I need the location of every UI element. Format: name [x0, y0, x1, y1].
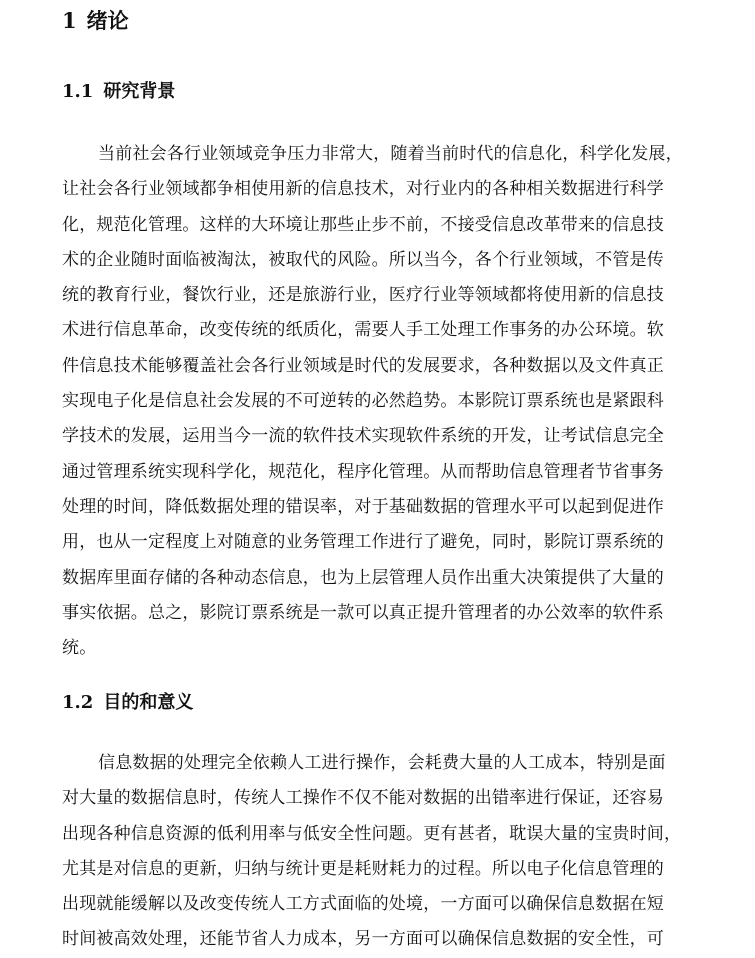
text-line: 尤其是对信息的更新，归纳与统计更是耗财耗力的过程。所以电子化信息管理的	[62, 858, 664, 879]
section-heading-research-background	[62, 78, 175, 106]
text-line: 出现各种信息资源的低利用率与低安全性问题。更有甚者，耽误大量的宝贵时间，	[62, 823, 682, 844]
section-number: 1.2	[62, 692, 94, 713]
text-line: 出现就能缓解以及改变传统人工方式面临的处境，一方面可以确保信息数据在短	[62, 894, 664, 915]
text-line: 信息数据的处理完全依赖人工进行操作，会耗费大量的人工成本，特别是面	[98, 753, 666, 773]
text-line: 统的教育行业，餐饮行业，还是旅游行业，医疗行业等领域都将使用新的信息技	[62, 285, 664, 306]
section-title: 目的和意义	[103, 692, 194, 713]
text-line: 件信息技术能够覆盖社会各行业领域是时代的发展要求，各种数据以及文件真正	[62, 355, 664, 376]
text-line: 让社会各行业领域都争相使用新的信息技术，对行业内的各种相关数据进行科学	[62, 179, 664, 200]
text-line: 事实依据。总之，影院订票系统是一款可以真正提升管理者的办公效率的软件系	[62, 602, 664, 623]
chapter-heading	[62, 6, 129, 36]
text-line: 化，规范化管理。这样的大环境让那些止步不前，不接受信息改革带来的信息技	[62, 214, 664, 235]
section-heading-purpose-significance	[62, 689, 193, 717]
text-line: 学技术的发展，运用当今一流的软件技术实现软件系统的开发，让考试信息完全	[62, 426, 664, 447]
text-line: 实现电子化是信息社会发展的不可逆转的必然趋势。本影院订票系统也是紧跟科	[62, 391, 664, 412]
text-line: 数据库里面存储的各种动态信息，也为上层管理人员作出重大决策提供了大量的	[62, 567, 664, 588]
text-line: 术进行信息革命，改变传统的纸质化，需要人手工处理工作事务的办公环境。软	[62, 320, 664, 341]
text-line: 用，也从一定程度上对随意的业务管理工作进行了避免，同时，影院订票系统的	[62, 532, 664, 553]
text-line: 术的企业随时面临被淘汰，被取代的风险。所以当今，各个行业领域，不管是传	[62, 249, 664, 270]
text-line: 当前社会各行业领域竞争压力非常大，随着当前时代的信息化，科学化发展，	[98, 144, 683, 164]
text-line: 通过管理系统实现科学化，规范化，程序化管理。从而帮助信息管理者节省事务	[62, 461, 664, 482]
chapter-title: 绪论	[86, 8, 129, 33]
text-line: 对大量的数据信息时，传统人工操作不仅不能对数据的出错率进行保证，还容易	[62, 788, 664, 809]
text-line: 时间被高效处理，还能节省人力成本，另一方面可以确保信息数据的安全性，可	[62, 929, 664, 950]
section-title: 研究背景	[103, 81, 176, 102]
paragraph-purpose-significance	[62, 746, 684, 958]
text-line: 统。	[62, 638, 97, 659]
text-line: 处理的时间，降低数据处理的错误率，对于基础数据的管理水平可以起到促进作	[62, 496, 664, 517]
paragraph-research-background	[62, 137, 684, 666]
chapter-number: 1	[62, 8, 77, 33]
section-number: 1.1	[62, 81, 94, 102]
